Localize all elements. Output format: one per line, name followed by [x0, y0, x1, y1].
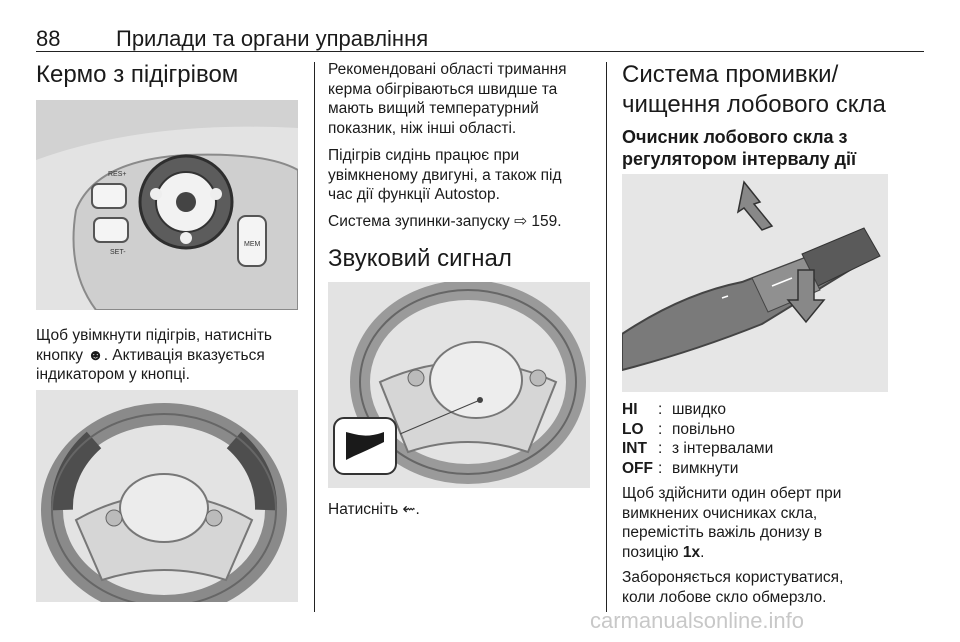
subheading-interval-wiper: Очисник лобового скла з регулятором інтервалу дії — [622, 127, 857, 169]
list-item: INT : з інтервалами — [622, 440, 774, 457]
header-divider — [36, 51, 924, 52]
label-res: RES+ — [108, 171, 127, 178]
watermark: carmanualsonline.info — [590, 608, 805, 633]
page-header — [36, 26, 926, 52]
wiper-positions-list — [622, 400, 892, 478]
grip-areas-paragraph: Рекомендовані області тримання керма обігріваються швидше та мають вищий температурний показник, ніж інші області. — [328, 61, 567, 137]
page-title: Прилади та органи управління — [116, 26, 429, 51]
single-wipe-paragraph: Щоб здійснити один оберт при вимкнених очисниках скла, перемістіть важіль донизу в позицію 1x. — [622, 485, 842, 561]
frozen-glass-warning: Забороняється користуватися, коли лобове скло обмерзло. — [622, 569, 844, 606]
section-heading-heated-wheel: Кермо з підігрівом — [36, 61, 239, 88]
column-1 — [36, 60, 300, 383]
column-divider-2 — [606, 62, 607, 612]
column-divider-1 — [314, 62, 315, 612]
page-number: 88 — [36, 26, 61, 51]
label-set: SET- — [110, 249, 126, 256]
list-item: HI : швидко — [622, 401, 726, 418]
label-mem: MEM — [244, 241, 261, 248]
list-item: OFF : вимкнути — [622, 459, 739, 477]
stop-start-reference: Система зупинки-запуску ⇨ 159. — [328, 213, 562, 230]
section-heading-horn: Звуковий сигнал — [328, 245, 512, 272]
list-item: LO : повільно — [622, 420, 735, 438]
horn-instruction: Натисніть ⇜. — [328, 501, 420, 518]
figure-heated-wheel-zones — [36, 390, 298, 602]
horn-icon: ⇜ — [402, 501, 416, 518]
figure-heated-wheel-button — [36, 100, 298, 310]
figure-horn — [328, 282, 590, 488]
figure-wiper-lever — [622, 174, 888, 392]
position-1x: 1x — [682, 543, 701, 561]
page-ref-arrow-icon: ⇨ — [514, 213, 528, 230]
heated-wheel-instruction: Щоб увімкнути підігрів, натисніть кнопку ☻. Активація вказується індикатором у кнопці. — [36, 327, 272, 383]
section-heading-washer: Система промивки/ чищення лобового скла — [622, 61, 886, 118]
seat-heating-paragraph: Підігрів сидінь працює при увімкненому двигуні, а також під час дії функції Autostop. — [328, 147, 562, 203]
heated-wheel-icon: ☻ — [87, 346, 104, 364]
